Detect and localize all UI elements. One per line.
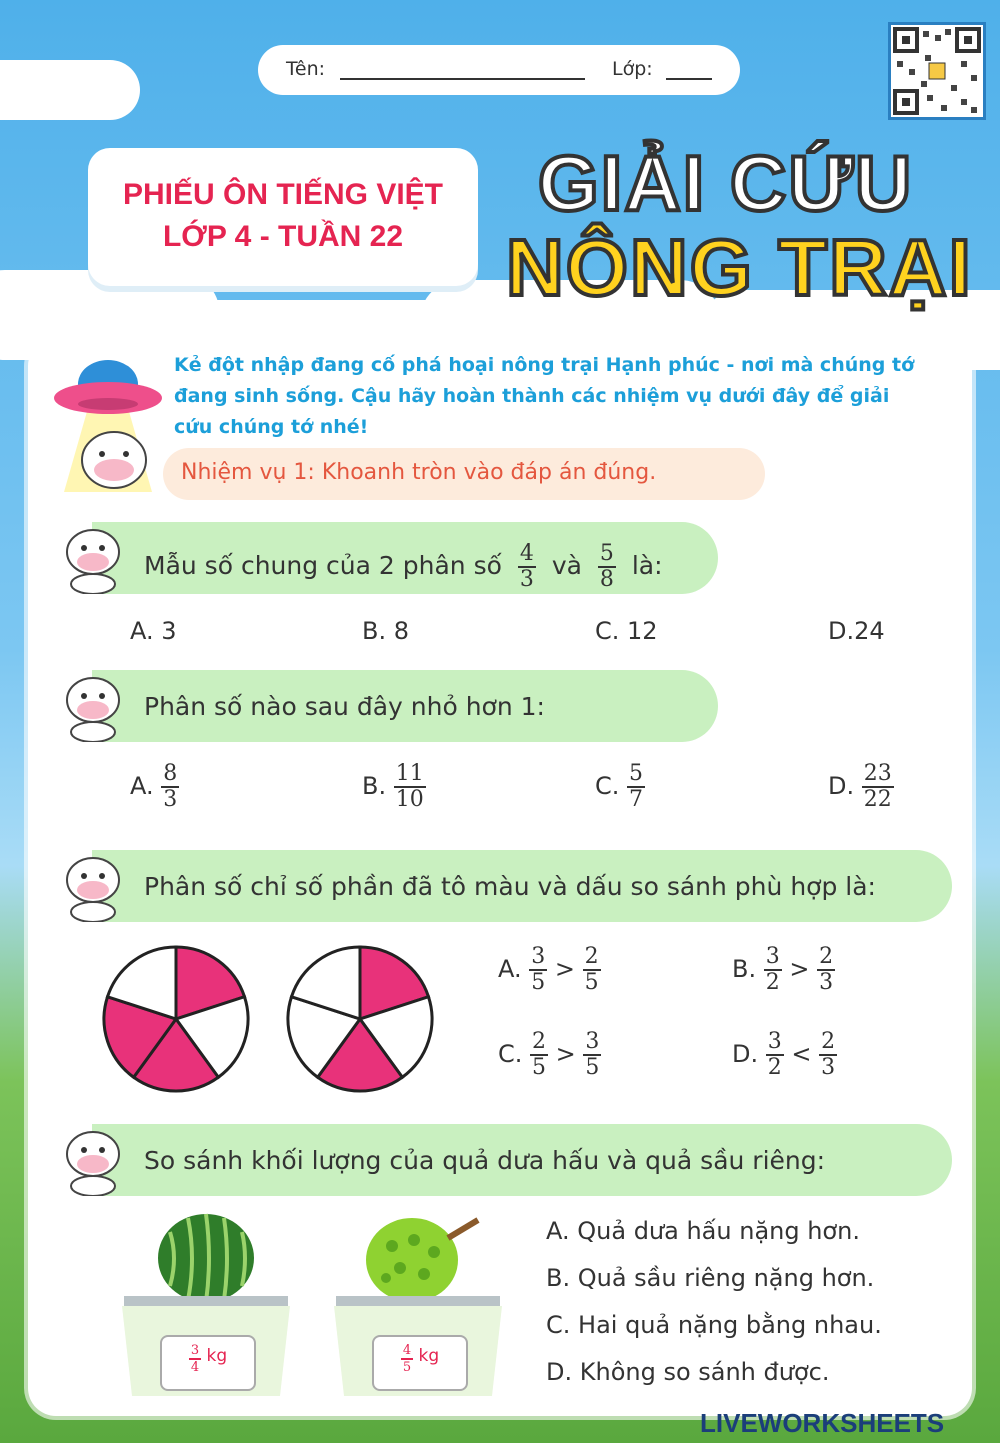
q4-option-b[interactable]: B. Quả sầu riêng nặng hơn. xyxy=(546,1264,875,1292)
question-3-text: Phân số chỉ số phần đã tô màu và dấu so sánh phù hợp là: xyxy=(144,872,876,901)
denominator: 4 xyxy=(190,1360,200,1375)
q3-option-c[interactable] xyxy=(498,1030,601,1080)
option-label: A. xyxy=(498,955,522,983)
name-input-line[interactable] xyxy=(340,78,585,80)
denominator: 2 xyxy=(767,1055,782,1080)
denominator: 5 xyxy=(584,970,599,995)
fraction xyxy=(529,945,547,995)
denominator: 10 xyxy=(395,787,424,812)
option-label: D. xyxy=(732,1040,759,1068)
cow-icon xyxy=(56,520,130,594)
fraction xyxy=(189,1343,201,1375)
q2-option-a[interactable] xyxy=(130,762,179,812)
fraction xyxy=(766,1030,784,1080)
q4-option-d[interactable]: D. Không so sánh được. xyxy=(546,1358,830,1386)
q1-option-c[interactable]: C. 12 xyxy=(595,617,658,645)
conjunction: và xyxy=(551,551,582,580)
question-4-text: So sánh khối lượng của quả dưa hấu và quả sầu riêng: xyxy=(144,1146,826,1175)
comparison-sign: > xyxy=(555,1040,576,1068)
class-label: Lớp: xyxy=(612,58,653,80)
q1-option-d[interactable]: D.24 xyxy=(828,617,885,645)
fraction xyxy=(394,762,426,812)
denominator: 2 xyxy=(765,970,780,995)
numerator: 23 xyxy=(863,761,892,786)
name-label: Tên: xyxy=(286,58,326,80)
cow-icon xyxy=(56,1122,130,1196)
fraction xyxy=(862,762,894,812)
q3-option-a[interactable] xyxy=(498,945,601,995)
numerator: 2 xyxy=(821,1029,836,1054)
numerator: 3 xyxy=(767,1029,782,1054)
worksheet-title-box xyxy=(88,148,478,286)
fraction xyxy=(627,762,645,812)
denominator: 7 xyxy=(629,787,644,812)
numerator: 4 xyxy=(519,541,534,566)
option-label: D. xyxy=(828,772,855,800)
comparison-sign: > xyxy=(554,955,576,983)
fraction xyxy=(819,1030,837,1080)
option-label: C. xyxy=(498,1040,523,1068)
q3-option-d[interactable] xyxy=(732,1030,837,1080)
numerator: 11 xyxy=(395,761,424,786)
numerator: 3 xyxy=(190,1343,200,1358)
cow-icon xyxy=(56,668,130,742)
fraction xyxy=(817,945,835,995)
denominator: 8 xyxy=(599,567,614,592)
numerator: 3 xyxy=(531,944,546,969)
cloud xyxy=(0,60,140,120)
fraction xyxy=(530,1030,548,1080)
task-banner xyxy=(163,448,765,500)
unit: kg xyxy=(206,1346,228,1366)
denominator: 3 xyxy=(819,970,834,995)
unit: kg xyxy=(418,1346,440,1366)
intro-text: Kẻ đột nhập đang cố phá hoại nông trại Hạnh phúc - nơi mà chúng tớ đang sinh sống. Cậu hãy hoàn thành các nhiệm vụ dưới đây để giải cứu chúng tớ nhé! xyxy=(174,354,915,438)
fraction xyxy=(518,542,536,592)
numerator: 5 xyxy=(599,541,614,566)
class-input-line[interactable] xyxy=(666,78,712,80)
numerator: 5 xyxy=(629,761,644,786)
q1-option-a[interactable]: A. 3 xyxy=(130,617,177,645)
option-label: B. xyxy=(362,772,387,800)
fraction xyxy=(161,762,179,812)
option-label: A. xyxy=(130,772,154,800)
liveworksheets-logo[interactable]: LIVEWORKSHEETS xyxy=(700,1408,945,1438)
pie-chart-2 xyxy=(284,943,436,1095)
q1-option-b[interactable]: B. 8 xyxy=(362,617,409,645)
worksheet-title-line2: LỚP 4 - TUẦN 22 xyxy=(162,220,404,253)
pie-chart-1 xyxy=(100,943,252,1095)
fraction xyxy=(583,945,601,995)
q4-option-a[interactable]: A. Quả dưa hấu nặng hơn. xyxy=(546,1217,860,1245)
ufo-cow-icon xyxy=(52,342,164,502)
denominator: 5 xyxy=(585,1055,600,1080)
question-1-lead: Mẫu số chung của 2 phân số xyxy=(144,551,502,580)
name-class-bar xyxy=(258,45,740,95)
q4-option-c[interactable]: C. Hai quả nặng bằng nhau. xyxy=(546,1311,882,1339)
denominator: 22 xyxy=(863,787,892,812)
denominator: 3 xyxy=(821,1055,836,1080)
fraction xyxy=(583,1030,601,1080)
question-2-text: Phân số nào sau đây nhỏ hơn 1: xyxy=(144,692,545,721)
qr-code-icon xyxy=(888,22,986,120)
task-text: Nhiệm vụ 1: Khoanh tròn vào đáp án đúng. xyxy=(181,460,657,485)
numerator: 3 xyxy=(765,944,780,969)
denominator: 5 xyxy=(531,970,546,995)
q2-option-d[interactable] xyxy=(828,762,894,812)
fraction xyxy=(401,1343,413,1375)
option-label: B. xyxy=(732,955,757,983)
denominator: 3 xyxy=(519,567,534,592)
numerator: 4 xyxy=(402,1343,412,1358)
game-title-line1: GIẢI CỨU xyxy=(538,139,914,227)
scale-1-display xyxy=(160,1335,256,1391)
option-label: C. xyxy=(595,772,620,800)
numerator: 3 xyxy=(585,1029,600,1054)
question-1-tail: là: xyxy=(631,551,663,580)
fraction xyxy=(764,945,782,995)
fraction xyxy=(598,542,616,592)
numerator: 8 xyxy=(163,761,178,786)
scale-2-display xyxy=(372,1335,468,1391)
q2-option-b[interactable] xyxy=(362,762,426,812)
worksheet-title-line1: PHIẾU ÔN TIẾNG VIỆT xyxy=(122,178,444,211)
denominator: 3 xyxy=(163,787,178,812)
denominator: 5 xyxy=(402,1360,412,1375)
question-1-text xyxy=(144,542,663,592)
cow-icon xyxy=(56,848,130,922)
comparison-sign: < xyxy=(791,1040,812,1068)
numerator: 2 xyxy=(584,944,599,969)
q2-option-c[interactable] xyxy=(595,762,645,812)
numerator: 2 xyxy=(532,1029,547,1054)
denominator: 5 xyxy=(532,1055,547,1080)
game-title-line2: NÔNG TRẠI xyxy=(506,223,973,312)
q3-option-b[interactable] xyxy=(732,945,835,995)
comparison-sign: > xyxy=(789,955,810,983)
numerator: 2 xyxy=(819,944,834,969)
